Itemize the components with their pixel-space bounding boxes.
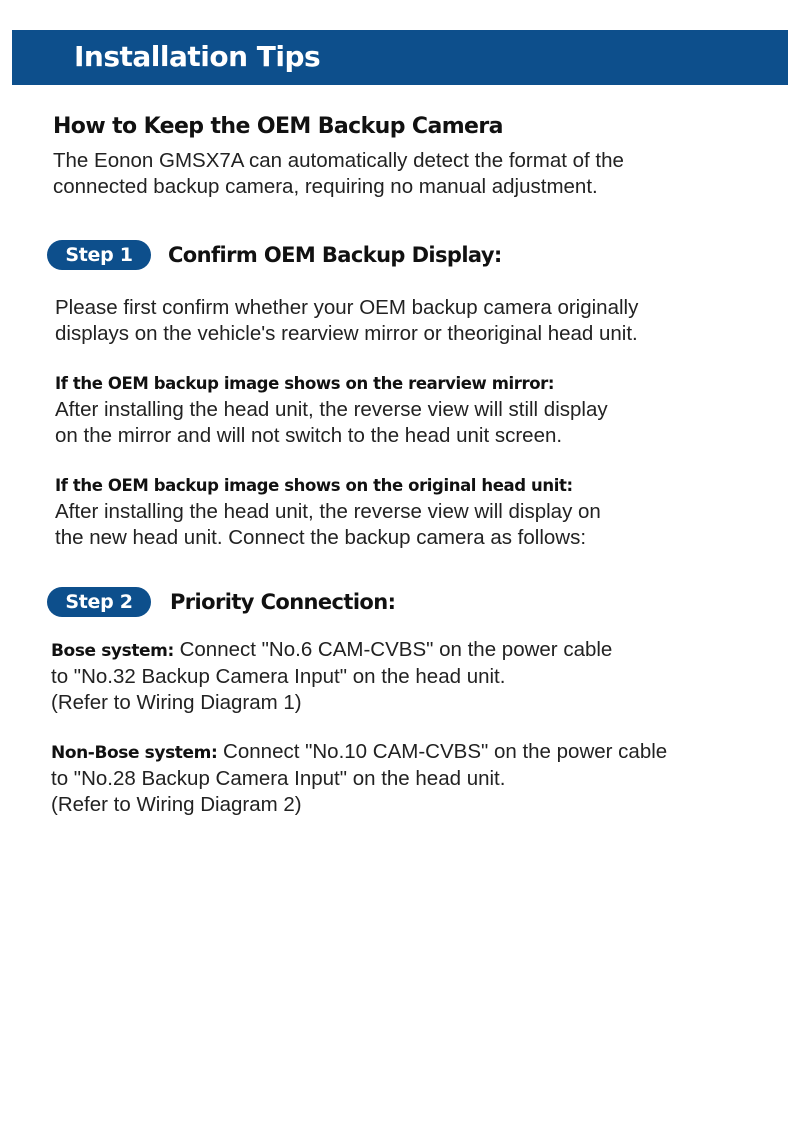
mirror-line-1: After installing the head unit, the reverse view will still display — [55, 398, 608, 421]
intro-line-2: connected backup camera, requiring no manual adjustment. — [53, 175, 598, 198]
banner-title: Installation Tips — [74, 40, 321, 73]
non-bose-label: Non-Bose system: — [51, 743, 218, 763]
mirror-subheading: If the OEM backup image shows on the rearview mirror: — [55, 374, 555, 393]
non-bose-line-1-text: Connect "No.10 CAM-CVBS" on the power cable — [217, 740, 668, 763]
head-unit-line-1: After installing the head unit, the reverse view will display on — [55, 500, 601, 523]
non-bose-line-1 — [51, 739, 667, 766]
non-bose-line-3: (Refer to Wiring Diagram 2) — [51, 793, 302, 816]
step1-badge: Step 1 — [47, 240, 151, 270]
head-unit-paragraph — [55, 499, 601, 551]
intro-line-1: The Eonon GMSX7A can automatically detect the format of the — [53, 149, 624, 172]
mirror-paragraph — [55, 397, 608, 449]
step2-badge: Step 2 — [47, 587, 151, 617]
step1-title: Confirm OEM Backup Display: — [168, 243, 502, 267]
non-bose-paragraph — [51, 739, 667, 818]
bose-label: Bose system: — [51, 641, 174, 661]
bose-line-1 — [51, 637, 612, 664]
step1-paragraph — [55, 295, 638, 347]
step1-line-1: Please first confirm whether your OEM backup camera originally — [55, 296, 639, 319]
head-unit-subheading: If the OEM backup image shows on the original head unit: — [55, 476, 573, 495]
bose-paragraph — [51, 637, 612, 716]
non-bose-line-2: to "No.28 Backup Camera Input" on the head unit. — [51, 767, 506, 790]
head-unit-line-2: the new head unit. Connect the backup camera as follows: — [55, 526, 587, 549]
bose-line-3: (Refer to Wiring Diagram 1) — [51, 691, 302, 714]
step2-title: Priority Connection: — [170, 590, 396, 614]
title-banner — [12, 30, 788, 85]
bose-line-2: to "No.32 Backup Camera Input" on the head unit. — [51, 665, 506, 688]
step1-line-2: displays on the vehicle's rearview mirror or theoriginal head unit. — [55, 322, 638, 345]
intro-paragraph — [53, 148, 624, 200]
bose-line-1-text: Connect "No.6 CAM-CVBS" on the power cable — [173, 638, 613, 661]
mirror-line-2: on the mirror and will not switch to the head unit screen. — [55, 424, 563, 447]
section-heading: How to Keep the OEM Backup Camera — [53, 114, 503, 139]
